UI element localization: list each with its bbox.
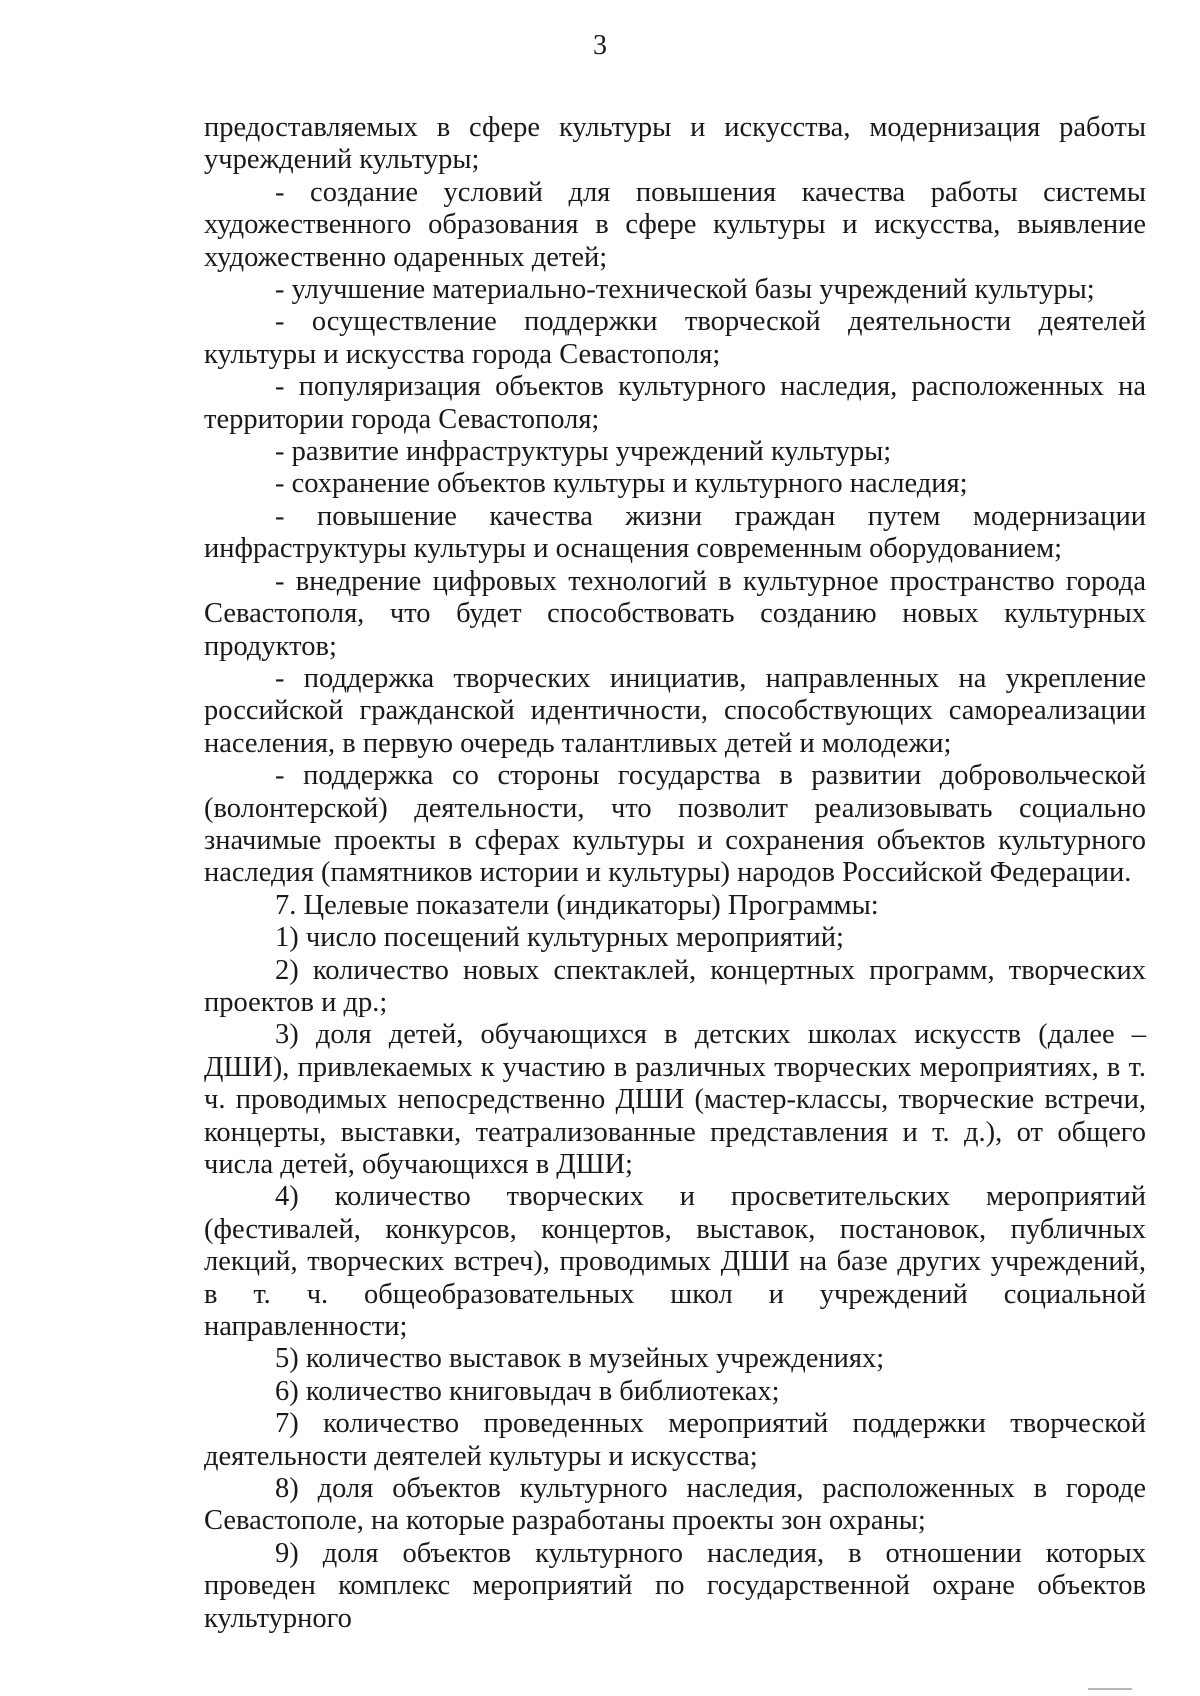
section-heading: 7. Целевые показатели (индикаторы) Программы:	[275, 889, 879, 921]
page-number: 3	[593, 30, 607, 61]
indicator-item: 6) количество книговыдач в библиотеках;	[275, 1375, 780, 1407]
document-body	[204, 112, 1146, 1635]
paragraph: предоставляемых в сфере культуры и искусства, модернизация работы учреждений культуры;	[204, 112, 1146, 176]
indicator-item: 5) количество выставок в музейных учреждениях;	[275, 1343, 885, 1375]
list-item: - улучшение материально-технической базы учреждений культуры;	[275, 274, 1095, 306]
indicator-item: 7) количество проведенных мероприятий поддержки творческой деятельности деятелей культуры и искусства;	[204, 1408, 1146, 1472]
list-item: - популяризация объектов культурного наследия, расположенных на территории города Севастополя;	[204, 371, 1146, 435]
indicator-item: 4) количество творческих и просветительских мероприятий (фестивалей, конкурсов, концертов, выставок, постановок, публичных лекций, творческих встреч), проводимых ДШИ на базе других учреждений, в т. ч. общеобразовательных школ и учреждений социальной направленности;	[204, 1181, 1146, 1343]
scan-artifact-mark	[1088, 1688, 1132, 1690]
indicator-item: 2) количество новых спектаклей, концертных программ, творческих проектов и др.;	[204, 954, 1146, 1018]
list-item: - внедрение цифровых технологий в культурное пространство города Севастополя, что будет способствовать созданию новых культурных продуктов;	[204, 565, 1146, 662]
indicator-item: 3) доля детей, обучающихся в детских школах искусств (далее – ДШИ), привлекаемых к участию в различных творческих мероприятиях, в т. ч. проводимых непосредственно ДШИ (мастер-классы, творческие встречи, концерты, выставки, театрализованные представления и т. д.), от общего числа детей, обучающихся в ДШИ;	[204, 1019, 1146, 1180]
list-item: - сохранение объектов культуры и культурного наследия;	[275, 468, 968, 500]
indicator-item: 8) доля объектов культурного наследия, расположенных в городе Севастополе, на которые разработаны проекты зон охраны;	[204, 1473, 1146, 1537]
list-item: - осуществление поддержки творческой деятельности деятелей культуры и искусства города Севастополя;	[204, 306, 1146, 370]
indicator-item: 1) число посещений культурных мероприятий;	[275, 922, 844, 954]
list-item: - развитие инфраструктуры учреждений культуры;	[275, 436, 892, 468]
list-item: - создание условий для повышения качества работы системы художественного образования в сфере культуры и искусства, выявление художественно одаренных детей;	[204, 176, 1146, 273]
list-item: - повышение качества жизни граждан путем модернизации инфраструктуры культуры и оснащения современным оборудованием;	[204, 500, 1146, 565]
list-item: - поддержка со стороны государства в развитии добровольческой (волонтерской) деятельности, что позволит реализовывать социально значимые проекты в сферах культуры и сохранения объектов культурного наследия (памятников истории и культуры) народов Российской Федерации.	[204, 760, 1146, 889]
indicator-item: 9) доля объектов культурного наследия, в отношении которых проведен комплекс мероприятий по государственной охране объектов культурного	[204, 1537, 1146, 1634]
list-item: - поддержка творческих инициатив, направленных на укрепление российской гражданской идентичности, способствующих самореализации населения, в первую очередь талантливых детей и молодежи;	[204, 662, 1146, 759]
